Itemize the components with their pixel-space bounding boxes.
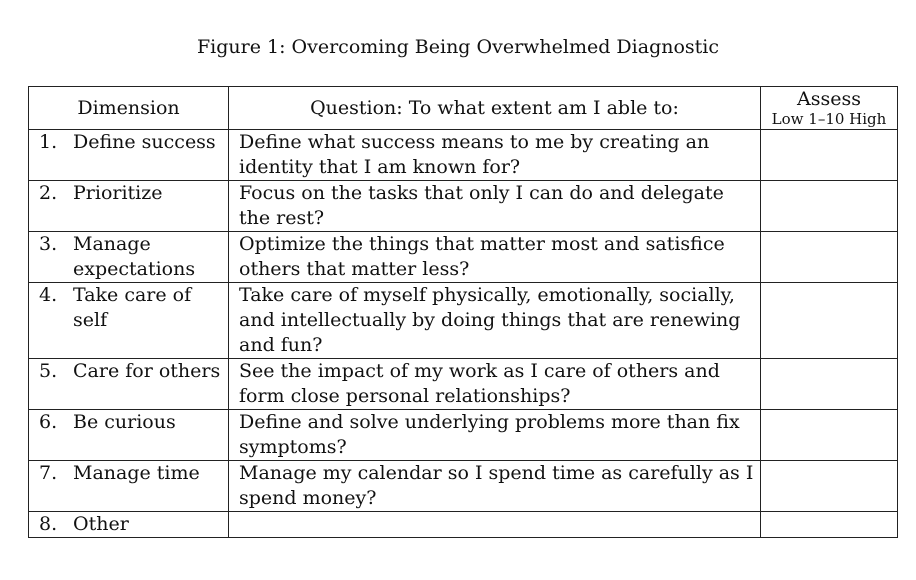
table-header-row: [29, 87, 898, 130]
question-cell: Optimize the things that matter most and satisfice others that matter less?: [229, 232, 761, 283]
assess-cell[interactable]: [761, 283, 898, 359]
dimension-cell: [29, 512, 229, 538]
header-dimension: Dimension: [29, 87, 229, 130]
dimension-cell: [29, 130, 229, 181]
row-number: 6.: [39, 411, 58, 433]
dimension-label: Be curious: [73, 411, 176, 433]
question-cell: Manage my calendar so I spend time as carefully as I spend money?: [229, 461, 761, 512]
dimension-cell: [29, 461, 229, 512]
table-row: [29, 461, 898, 512]
figure-title: Figure 1: Overcoming Being Overwhelmed Diagnostic: [196, 36, 720, 58]
row-number: 1.: [39, 131, 58, 153]
header-assess-label: Assess: [797, 88, 861, 110]
table-row: [29, 359, 898, 410]
diagnostic-table: [28, 86, 898, 538]
dimension-cell: [29, 232, 229, 283]
dimension-cell: [29, 359, 229, 410]
dimension-cell: [29, 181, 229, 232]
row-number: 5.: [39, 360, 58, 382]
header-assess-scale: Low 1–10 High: [771, 110, 887, 128]
dimension-label: Prioritize: [73, 182, 163, 204]
dimension-cell: [29, 410, 229, 461]
table-row: [29, 283, 898, 359]
question-cell: [229, 512, 761, 538]
dimension-label: Other: [73, 513, 129, 535]
question-cell: Define and solve underlying problems more than fix symptoms?: [229, 410, 761, 461]
dimension-label: Manage time: [73, 462, 200, 484]
assess-cell[interactable]: [761, 461, 898, 512]
table-row: [29, 410, 898, 461]
question-cell: Define what success means to me by creating an identity that I am known for?: [229, 130, 761, 181]
question-cell: Focus on the tasks that only I can do and delegate the rest?: [229, 181, 761, 232]
row-number: 4.: [39, 284, 58, 306]
row-number: 7.: [39, 462, 58, 484]
question-cell: Take care of myself physically, emotionally, socially, and intellectually by doing things that are renewing and fun?: [229, 283, 761, 359]
table-row: [29, 130, 898, 181]
table-row: [29, 512, 898, 538]
dimension-cell: [29, 283, 229, 359]
assess-cell[interactable]: [761, 232, 898, 283]
dimension-label: Manage expectations: [73, 233, 196, 280]
row-number: 3.: [39, 233, 58, 255]
header-assess: [761, 87, 898, 130]
row-number: 8.: [39, 513, 58, 535]
row-number: 2.: [39, 182, 58, 204]
assess-cell[interactable]: [761, 181, 898, 232]
assess-cell[interactable]: [761, 512, 898, 538]
assess-cell[interactable]: [761, 130, 898, 181]
dimension-label: Care for others: [73, 360, 221, 382]
dimension-label: Take care of self: [73, 284, 192, 331]
header-question: Question: To what extent am I able to:: [229, 87, 761, 130]
table-row: [29, 232, 898, 283]
dimension-label: Define success: [73, 131, 216, 153]
assess-cell[interactable]: [761, 410, 898, 461]
assess-cell[interactable]: [761, 359, 898, 410]
question-cell: See the impact of my work as I care of others and form close personal relationships?: [229, 359, 761, 410]
table-row: [29, 181, 898, 232]
